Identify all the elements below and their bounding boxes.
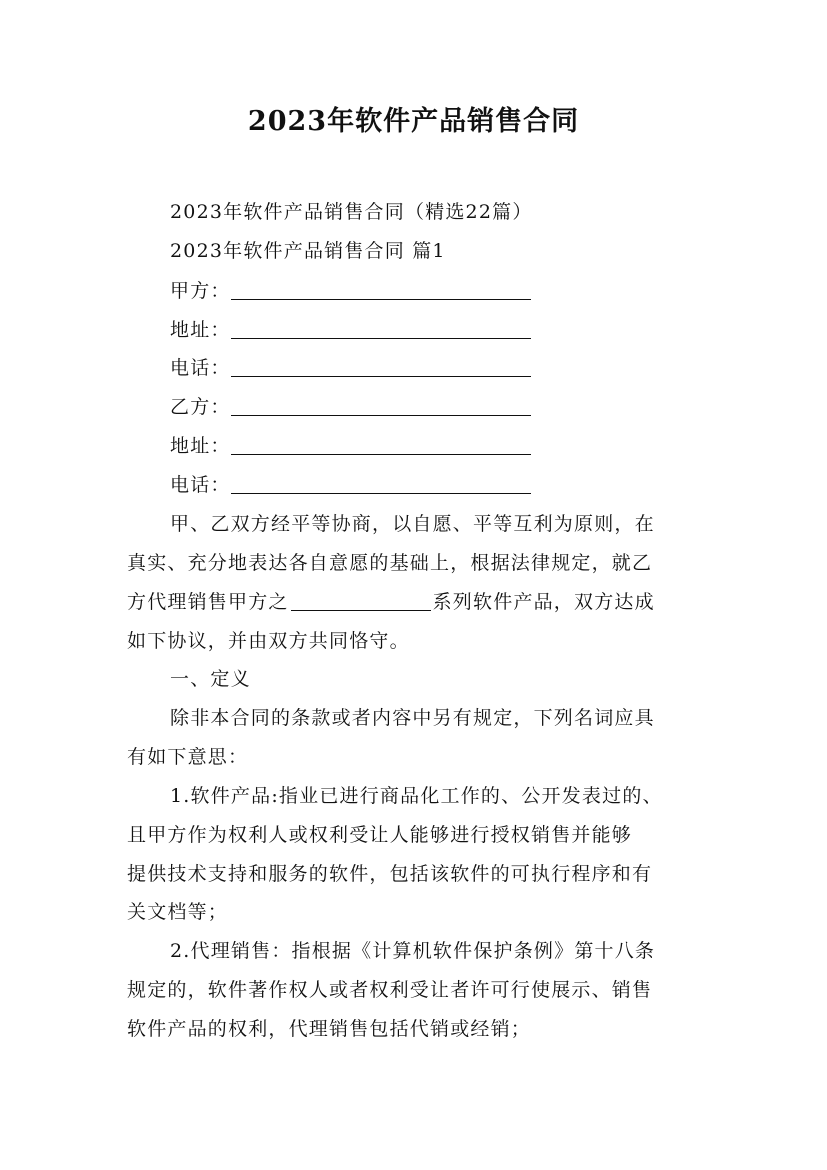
paragraph-line: 甲、乙双方经平等协商，以自愿、平等互利为原则，在	[170, 513, 655, 535]
blank-line	[231, 473, 531, 494]
field-label: 地址：	[170, 319, 231, 341]
party-a-field	[170, 278, 750, 304]
list-item-line: 2.代理销售：指根据《计算机软件保护条例》第十八条	[170, 940, 656, 962]
paragraph-line: 真实、充分地表达各自意愿的基础上，根据法律规定，就乙	[127, 552, 653, 574]
party-a-phone-field	[170, 355, 750, 381]
paragraph-text: 方代理销售甲方之	[127, 591, 289, 613]
blank-line	[231, 356, 531, 377]
paragraph-line: 有如下意思：	[127, 746, 249, 768]
list-item-line: 关文档等；	[127, 901, 229, 923]
section-heading: 一、定义	[170, 668, 251, 690]
list-item-line: 软件产品的权利，代理销售包括代销或经销；	[127, 1018, 532, 1040]
field-label: 乙方：	[170, 396, 231, 418]
field-label: 电话：	[170, 357, 231, 379]
list-item-line: 提供技术支持和服务的软件，包括该软件的可执行程序和有	[127, 863, 653, 885]
paragraph-line	[127, 589, 707, 615]
blank-line	[231, 395, 531, 416]
field-label: 电话：	[170, 474, 231, 496]
list-item-line: 1.软件产品:指业已进行商品化工作的、公开发表过的、	[170, 785, 663, 807]
section-title: 2023年软件产品销售合同 篇1	[170, 240, 446, 262]
blank-line	[231, 279, 531, 300]
blank-line	[291, 590, 431, 611]
party-b-phone-field	[170, 472, 750, 498]
paragraph-text: 系列软件产品，双方达成	[432, 591, 655, 613]
list-item-line: 且甲方作为权利人或权利受让人能够进行授权销售并能够	[127, 824, 633, 846]
paragraph-line: 除非本合同的条款或者内容中另有规定，下列名词应具	[170, 707, 655, 729]
field-label: 甲方：	[170, 280, 231, 302]
list-item-line: 规定的，软件著作权人或者权利受让者许可行使展示、销售	[127, 979, 653, 1001]
field-label: 地址：	[170, 435, 231, 457]
blank-line	[231, 434, 531, 455]
party-a-address-field	[170, 317, 750, 343]
blank-line	[231, 318, 531, 339]
paragraph-line: 如下协议，并由双方共同恪守。	[127, 630, 410, 652]
party-b-address-field	[170, 433, 750, 459]
document-subtitle: 2023年软件产品销售合同（精选22篇）	[170, 201, 533, 223]
document-title: 2023年软件产品销售合同	[247, 106, 580, 137]
party-b-field	[170, 394, 750, 420]
